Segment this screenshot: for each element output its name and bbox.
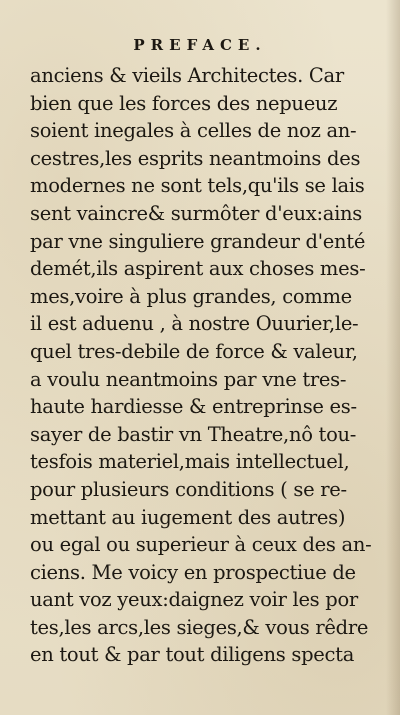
- text-line: en tout & par tout diligens specta: [30, 643, 355, 667]
- text-line: cestres,les esprits neantmoins des: [30, 146, 361, 170]
- text-line: bien que les forces des nepueuz: [30, 91, 338, 115]
- text-line: soient inegales à celles de noz an-: [30, 119, 357, 143]
- text-line: par vne singuliere grandeur d'enté: [30, 229, 366, 253]
- text-line: uant voz yeux:daignez voir les por: [30, 588, 358, 612]
- text-line: tesfois materiel,mais intellectuel,: [30, 450, 350, 474]
- text-line: sayer de bastir vn Theatre,nô tou-: [30, 422, 357, 446]
- text-line: anciens & vieils Architectes. Car: [30, 64, 344, 87]
- text-line: il est aduenu , à nostre Ouurier,le-: [30, 312, 359, 336]
- body-text: [30, 62, 385, 669]
- text-line: mes,voire à plus grandes, comme: [30, 284, 352, 308]
- text-line: modernes ne sont tels,qu'ils se lais: [30, 174, 365, 198]
- text-line: ou egal ou superieur à ceux des an-: [30, 533, 372, 557]
- text-line: pour plusieurs conditions ( se re-: [30, 477, 347, 501]
- text-line: sent vaincre& surmôter d'eux:ains: [30, 201, 362, 225]
- text-line: haute hardiesse & entreprinse es-: [30, 395, 357, 419]
- text-line: mettant au iugement des autres): [30, 505, 346, 529]
- page-edge-shadow: [386, 0, 400, 715]
- text-line: demét,ils aspirent aux choses mes-: [30, 257, 366, 281]
- text-line: ciens. Me voicy en prospectiue de: [30, 560, 356, 584]
- running-head: PREFACE.: [133, 36, 267, 54]
- text-line: a voulu neantmoins par vne tres-: [30, 367, 347, 391]
- text-line: tes,les arcs,les sieges,& vous rêdre: [30, 615, 369, 639]
- text-line: quel tres-debile de force & valeur,: [30, 339, 358, 363]
